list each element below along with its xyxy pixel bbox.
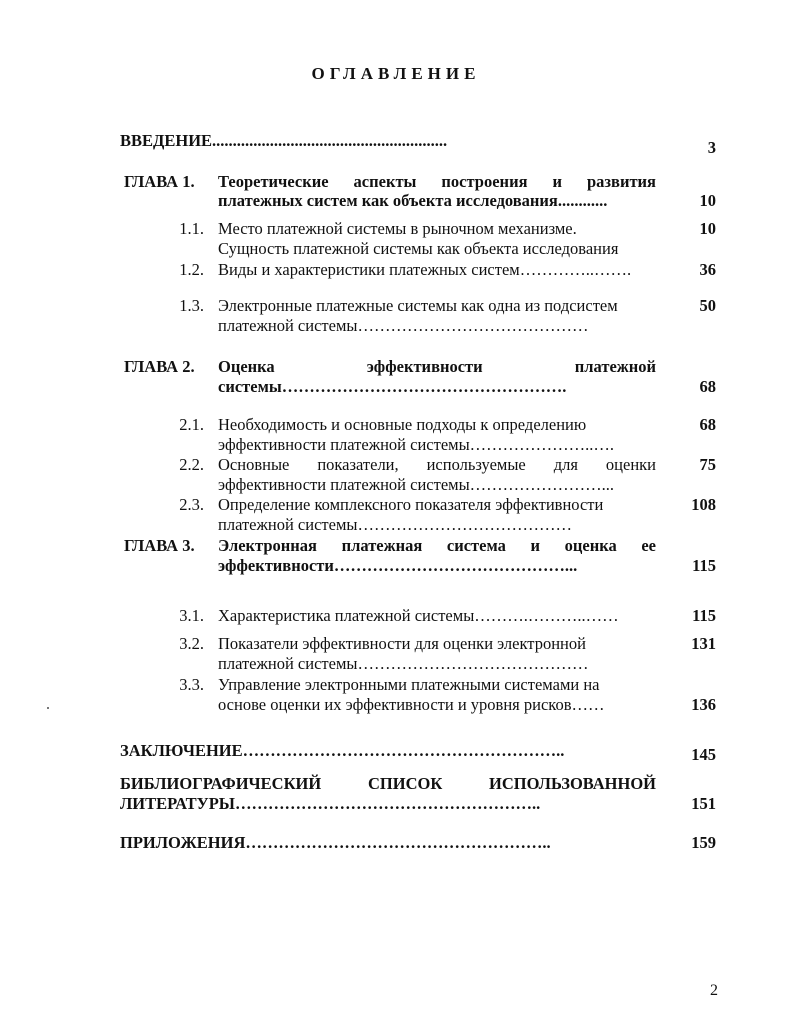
- section-2-1-page: 68: [699, 415, 716, 434]
- page-number: 2: [710, 982, 718, 999]
- section-3-2-line2[interactable]: платежной системы……………………………………: [218, 654, 589, 673]
- section-2-2-line2[interactable]: эффективности платежной системы……………………...: [218, 475, 615, 494]
- section-3-3-line2[interactable]: основе оценки их эффективности и уровня рисков……: [218, 695, 605, 714]
- section-1-2-number: 1.2.: [179, 260, 204, 279]
- toc-appendix-page: 159: [691, 833, 716, 852]
- section-1-3-number: 1.3.: [179, 296, 204, 315]
- section-2-3-line1[interactable]: Определение комплексного показателя эффективности: [218, 495, 604, 514]
- section-1-3-line2[interactable]: платежной системы……………………………………: [218, 316, 589, 335]
- section-1-1-number: 1.1.: [179, 219, 204, 238]
- section-2-1-line2[interactable]: эффективности платежной системы…………………..….: [218, 435, 615, 454]
- section-3-3-number: 3.3.: [179, 675, 204, 694]
- section-3-3-page: 136: [691, 695, 716, 714]
- section-3-1-number: 3.1.: [179, 606, 204, 625]
- section-2-1-line1[interactable]: Необходимость и основные подходы к определению: [218, 415, 587, 434]
- section-2-3-line2[interactable]: платежной системы…………………………………: [218, 515, 572, 534]
- chapter-1-title-line1[interactable]: Теоретические аспекты построения и развития: [218, 172, 656, 191]
- section-2-3-page: 108: [691, 495, 716, 514]
- section-3-1-page: 115: [692, 606, 716, 625]
- chapter-1-page: 10: [699, 191, 716, 210]
- chapter-2-title-line1[interactable]: Оценка эффективности платежной: [218, 357, 656, 376]
- section-3-1-line1[interactable]: Характеристика платежной системы……….………..……: [218, 606, 619, 625]
- section-1-2-page: 36: [699, 260, 716, 279]
- page-title: ОГЛАВЛЕНИЕ: [311, 64, 481, 83]
- toc-intro-page: 3: [707, 138, 716, 157]
- section-2-2-page: 75: [699, 455, 716, 474]
- chapter-3-label: ГЛАВА 3.: [124, 536, 195, 555]
- scan-speck: [47, 707, 49, 709]
- toc-appendix-label[interactable]: ПРИЛОЖЕНИЯ………………………………………………..: [120, 833, 551, 852]
- section-1-3-page: 50: [699, 296, 716, 315]
- chapter-2-title-line2[interactable]: системы…………………………………………….: [218, 377, 567, 396]
- section-3-2-line1[interactable]: Показатели эффективности для оценки электронной: [218, 634, 586, 653]
- chapter-2-label: ГЛАВА 2.: [124, 357, 195, 376]
- section-2-3-number: 2.3.: [179, 495, 204, 514]
- section-1-1-page: 10: [699, 219, 716, 238]
- toc-conclusion-page: 145: [691, 745, 716, 764]
- section-2-2-line1[interactable]: Основные показатели, используемые для оценки: [218, 455, 656, 474]
- section-3-2-page: 131: [691, 634, 716, 653]
- section-1-3-line1[interactable]: Электронные платежные системы как одна из подсистем: [218, 296, 618, 315]
- chapter-3-page: 115: [692, 556, 716, 575]
- chapter-3-title-line2[interactable]: эффективности……………………………………...: [218, 556, 578, 575]
- section-1-2-line1[interactable]: Виды и характеристики платежных систем…………..…….: [218, 260, 632, 279]
- section-2-2-number: 2.2.: [179, 455, 204, 474]
- section-2-1-number: 2.1.: [179, 415, 204, 434]
- chapter-2-page: 68: [699, 377, 716, 396]
- toc-bibliography-page: 151: [691, 794, 716, 813]
- section-3-2-number: 3.2.: [179, 634, 204, 653]
- toc-conclusion-label[interactable]: ЗАКЛЮЧЕНИЕ…………………………………………………..: [120, 741, 565, 760]
- chapter-1-label: ГЛАВА 1.: [124, 172, 195, 191]
- toc-intro-label[interactable]: ВВЕДЕНИЕ.........................................................: [120, 131, 448, 150]
- toc-bibliography-line1[interactable]: БИБЛИОГРАФИЧЕСКИЙ СПИСОК ИСПОЛЬЗОВАННОЙ: [120, 774, 656, 793]
- section-1-1-line1[interactable]: Место платежной системы в рыночном механизме.: [218, 219, 577, 238]
- section-3-3-line1[interactable]: Управление электронными платежными системами на: [218, 675, 600, 694]
- chapter-3-title-line1[interactable]: Электронная платежная система и оценка ее: [218, 536, 656, 555]
- section-1-1-line2[interactable]: Сущность платежной системы как объекта исследования: [218, 239, 619, 258]
- chapter-1-title-line2[interactable]: платежных систем как объекта исследования............: [218, 191, 608, 210]
- toc-bibliography-line2[interactable]: ЛИТЕРАТУРЫ………………………………………………..: [120, 794, 541, 813]
